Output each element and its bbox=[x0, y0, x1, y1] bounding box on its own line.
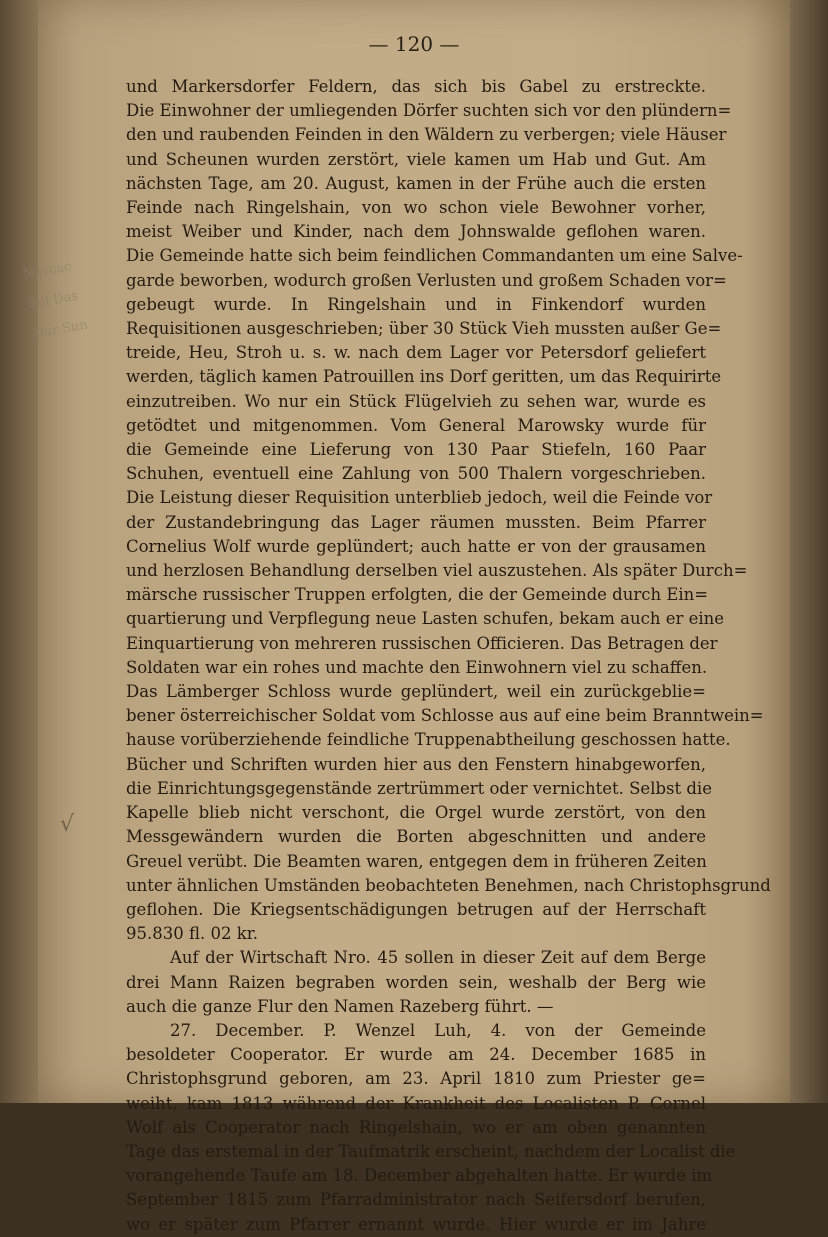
text-line: und Markersdorfer Feldern, das sich bis Gabel zu erstreckte. bbox=[126, 77, 706, 96]
text-line: werden, täglich kamen Patrouillen ins Dorf geritten, um das Requirirte bbox=[126, 367, 722, 387]
text-line: geflohen. Die Kriegsentschädigungen betrugen auf der Herrschaft bbox=[126, 899, 706, 919]
text-line: gebeugt wurde. In Ringelshain und in Finkendorf wurden bbox=[126, 294, 706, 314]
text-line: Schuhen, eventuell eine Zahlung von 500 Thalern vorgeschrieben. bbox=[126, 464, 706, 484]
text-line: unter ähnlichen Umständen beobachteten Benehmen, nach Christophsgrund bbox=[126, 875, 771, 895]
margin-check-mark: √ bbox=[60, 812, 75, 837]
text-line: hause vorüberziehende feindliche Truppenabtheilung geschossen hatte. bbox=[126, 730, 731, 750]
text-line: Greuel verübt. Die Beamten waren, entgegen dem in früheren Zeiten bbox=[126, 851, 707, 871]
text-line: Auf der Wirtschaft Nro. 45 sollen in dieser Zeit auf dem Berge bbox=[170, 948, 706, 968]
text-line: Wolf als Cooperator nach Ringelshain, wo er am oben genannten bbox=[126, 1117, 706, 1137]
text-line: meist Weiber und Kinder, nach dem Johnswalde geflohen waren. bbox=[126, 222, 706, 242]
page-body-text bbox=[126, 75, 771, 1237]
text-line: 27. December. P. Wenzel Luh, 4. von der Gemeinde bbox=[170, 1020, 706, 1040]
text-line: September 1815 zum Pfarradministrator nach Seifersdorf berufen, bbox=[126, 1190, 706, 1210]
text-line: Messgewändern wurden die Borten abgeschnitten und andere bbox=[126, 827, 706, 847]
text-line: und herzlosen Behandlung derselben viel auszustehen. Als später Durch= bbox=[126, 561, 748, 581]
text-line: wo er später zum Pfarrer ernannt wurde. Hier wurde er im Jahre bbox=[126, 1214, 706, 1234]
text-line: Requisitionen ausgeschrieben; über 30 Stück Vieh mussten außer Ge= bbox=[126, 319, 722, 339]
text-line: auch die ganze Flur den Namen Razeberg führt. — bbox=[126, 996, 554, 1016]
text-line: quartierung und Verpflegung neue Lasten schufen, bekam auch er eine bbox=[126, 609, 725, 629]
text-line: getödtet und mitgenommen. Vom General Marowsky wurde für bbox=[126, 415, 706, 435]
text-line: Die Leistung dieser Requisition unterblieb jedoch, weil die Feinde vor bbox=[126, 488, 713, 508]
text-line: Kapelle blieb nicht verschont, die Orgel wurde zerstört, von den bbox=[126, 803, 706, 823]
text-line: Feinde nach Ringelshain, von wo schon viele Bewohner vorher, bbox=[126, 198, 706, 218]
text-line: Christophsgrund geboren, am 23. April 1810 zum Priester ge= bbox=[126, 1069, 706, 1089]
text-line: einzutreiben. Wo nur ein Stück Flügelvieh zu sehen war, wurde es bbox=[126, 391, 706, 411]
text-line: treide, Heu, Stroh u. s. w. nach dem Lager vor Petersdorf geliefert bbox=[126, 343, 706, 363]
text-line: der Zustandebringung das Lager räumen mussten. Beim Pfarrer bbox=[126, 512, 706, 532]
text-line: Soldaten war ein rohes und machte den Einwohnern viel zu schaffen. bbox=[126, 657, 708, 677]
text-line: Bücher und Schriften wurden hier aus den Fenstern hinabgeworfen, bbox=[126, 754, 706, 774]
text-line: Die Einwohner der umliegenden Dörfer suchten sich vor den plündern= bbox=[126, 101, 732, 121]
text-line: die Einrichtungsgegenstände zertrümmert oder vernichtet. Selbst die bbox=[126, 778, 712, 798]
text-line: besoldeter Cooperator. Er wurde am 24. December 1685 in bbox=[126, 1045, 706, 1065]
text-line: vorangehende Taufe am 18. December abgehalten hatte. Er wurde im bbox=[126, 1166, 713, 1186]
text-line: Einquartierung von mehreren russischen Officieren. Das Betragen der bbox=[126, 633, 718, 653]
text-line: weiht, kam 1813 während der Krankheit des Localisten P. Cornel bbox=[126, 1093, 706, 1113]
text-line: die Gemeinde eine Lieferung von 130 Paar Stiefeln, 160 Paar bbox=[126, 440, 706, 460]
text-line: drei Mann Raizen begraben worden sein, weshalb der Berg wie bbox=[126, 972, 706, 992]
right-page-edge bbox=[790, 0, 828, 1103]
text-line: Die Gemeinde hatte sich beim feindlichen Commandanten um eine Salve- bbox=[126, 246, 743, 266]
text-line: 95.830 fl. 02 kr. bbox=[126, 924, 259, 944]
left-page-edge bbox=[0, 0, 38, 1103]
text-line: märsche russischer Truppen erfolgten, die der Gemeinde durch Ein= bbox=[126, 585, 709, 605]
text-line: Cornelius Wolf wurde geplündert; auch hatte er von der grausamen bbox=[126, 536, 706, 556]
text-line: bener österreichischer Soldat vom Schlosse aus auf eine beim Branntwein= bbox=[126, 706, 764, 726]
text-line: garde beworben, wodurch großen Verlusten und großem Schaden vor= bbox=[126, 270, 727, 290]
text-line: den und raubenden Feinden in den Wäldern zu verbergen; viele Häuser bbox=[126, 125, 727, 145]
text-line: nächsten Tage, am 20. August, kamen in der Frühe auch die ersten bbox=[126, 173, 706, 193]
text-line: Das Lämberger Schloss wurde geplündert, weil ein zurückgeblie= bbox=[126, 682, 706, 702]
text-line: Tage das erstemal in der Taufmatrik erscheint, nachdem der Localist die bbox=[126, 1141, 736, 1161]
page-number: — 120 — bbox=[368, 32, 460, 56]
text-line: und Scheunen wurden zerstört, viele kamen um Hab und Gut. Am bbox=[126, 149, 706, 169]
margin-pencil-note: Navcac Sul Das Dur Sun bbox=[21, 259, 89, 342]
